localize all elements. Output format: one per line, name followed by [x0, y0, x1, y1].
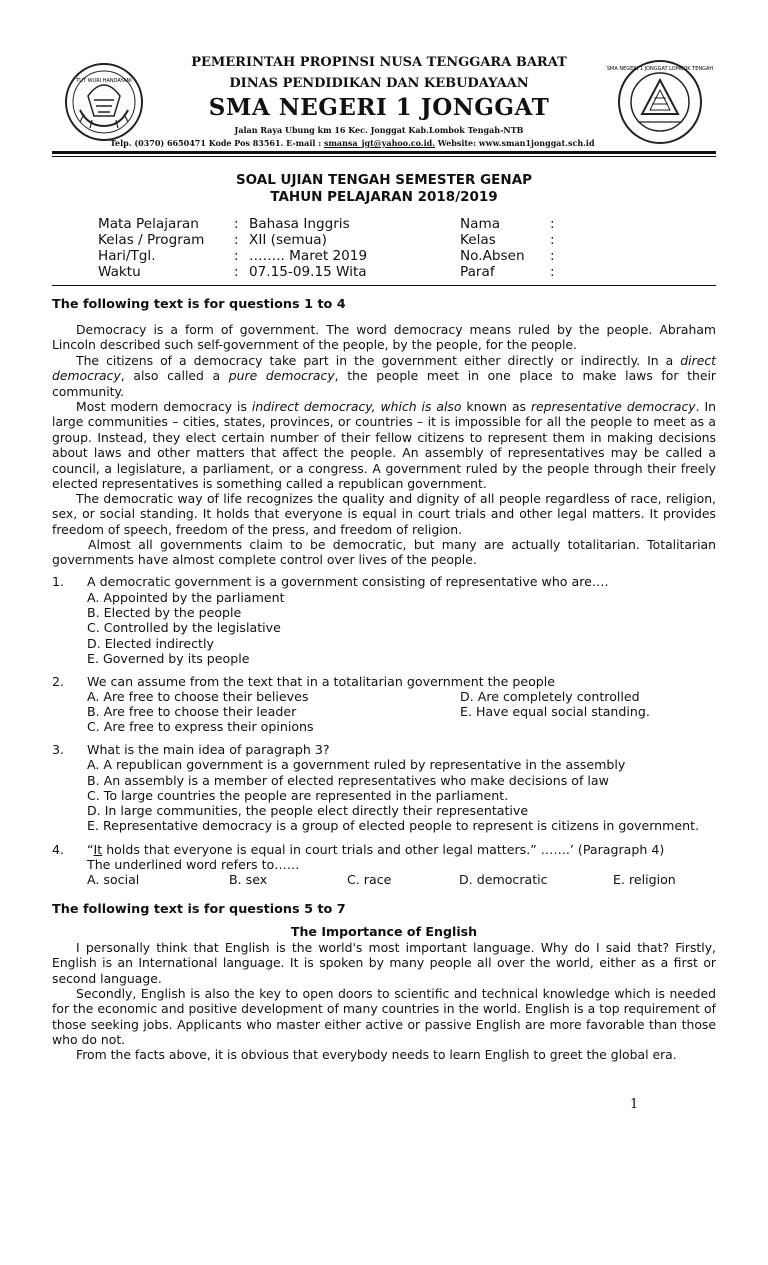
info-colon: :	[234, 232, 239, 248]
emphasis: pure democracy	[228, 368, 335, 384]
student-field-label: Nama	[460, 216, 501, 232]
emphasis: representative democracy	[530, 399, 696, 414]
text-run: Most modern democracy is	[76, 399, 252, 414]
government-name: PEMERINTAH PROPINSI NUSA TENGGARA BARAT	[191, 55, 567, 70]
text-run: The citizens of a democracy take part in the government either directly or indirectly. In a	[76, 353, 681, 368]
info-value: …….. Maret 2019	[249, 248, 368, 264]
passage-paragraph: The democratic way of life recognizes the quality and dignity of all people regardless of race, religion, sex, or social standing. It holds that everyone is equal in court trials and other legal matters. It provides freedom of speech, freedom of the press, and freedom of religion.	[52, 491, 716, 537]
info-value: 07.15-09.15 Wita	[249, 264, 367, 280]
student-field-colon: :	[550, 216, 555, 232]
contact-phone: Telp. (0370) 6650471 Kode Pos 83561. E-mail :	[110, 138, 324, 148]
passage-paragraph: Secondly, English is also the key to open doors to scientific and technical knowledge which is needed for the economic and positive development of many countries in the world. English is a top requirement of those seeking jobs. Applicants who master either active or passive English are more favorable than those who do not.	[52, 986, 716, 1048]
emphasis: indirect democracy, which is also	[251, 399, 462, 414]
website-text: Website: www.sman1jonggat.sch.id	[435, 138, 595, 148]
question-text: A democratic government is a government consisting of representative who are….	[87, 574, 609, 589]
question-number: 3.	[52, 742, 65, 757]
school-contact	[110, 138, 670, 148]
info-colon: :	[234, 216, 239, 232]
question-number: 1.	[52, 574, 65, 589]
school-name: SMA NEGERI 1 JONGGAT	[208, 94, 550, 121]
passage-paragraph: I personally think that English is the world's most important language. Why do I said that? Firstly, English is an International language. It is spoken by many people all over the world, either as a first or second language.	[52, 940, 716, 986]
text-run: “	[87, 842, 94, 857]
passage-paragraph	[52, 399, 716, 491]
question-text	[87, 842, 664, 857]
answer-option[interactable]: A. social	[87, 872, 140, 887]
passage-paragraph: From the facts above, it is obvious that everybody needs to learn English to greet the global era.	[76, 1047, 677, 1062]
text-run: holds that everyone is equal in court trials and other legal matters.” …….’ (Paragraph 4)	[102, 842, 665, 857]
answer-option[interactable]: B. Are free to choose their leader	[87, 704, 297, 719]
answer-option[interactable]: B. Elected by the people	[87, 605, 242, 620]
answer-option[interactable]: E. religion	[613, 872, 676, 887]
answer-option[interactable]: D. democratic	[459, 872, 548, 887]
text-run: , the people meet in one place to make laws for their community.	[52, 368, 716, 399]
answer-option[interactable]: C. Are free to express their opinions	[87, 719, 314, 734]
exam-year: TAHUN PELAJARAN 2018/2019	[270, 189, 498, 205]
answer-option[interactable]: E. Have equal social standing.	[460, 704, 650, 719]
question-subtext: The underlined word refers to……	[87, 857, 300, 872]
answer-option[interactable]: C. Controlled by the legislative	[87, 620, 281, 635]
info-divider	[52, 285, 716, 286]
tut-wuri-handayani-logo	[62, 60, 146, 144]
student-field-label: No.Absen	[460, 248, 525, 264]
answer-option[interactable]: E. Representative democracy is a group of elected people to represent is citizens in government.	[87, 818, 700, 833]
answer-option[interactable]: B. sex	[229, 872, 268, 887]
svg-text:TUT WURI HANDAYANI: TUT WURI HANDAYANI	[76, 78, 132, 84]
answer-option[interactable]: B. An assembly is a member of elected representatives who make decisions of law	[87, 773, 609, 788]
student-field-label: Kelas	[460, 232, 496, 248]
info-colon: :	[234, 248, 239, 264]
passage-paragraph	[52, 353, 716, 399]
text-run: known as	[461, 399, 531, 414]
underlined-word: It	[93, 842, 103, 857]
text-run: . In large communities – cities, states, provinces, or countries – it is impossible for all the people to meet as a group. Instead, they elect certain number of their fellow citizens to represent them in making decisions about laws and other matters that affect the people. An assembly of representatives may be called a council, a legislature, a parliament, or a congress. A government ruled by the people through their freely elected representatives is something called a republican government.	[52, 399, 716, 492]
text-run: , also called a	[120, 368, 229, 384]
passage-paragraph: Democracy is a form of government. The word democracy means ruled by the people. Abraham Lincoln described such self-government of the people, by the people, for the people.	[52, 322, 716, 353]
answer-option[interactable]: A. Appointed by the parliament	[87, 590, 285, 605]
student-field-colon: :	[550, 248, 555, 264]
student-field-label: Paraf	[460, 264, 495, 280]
answer-option[interactable]: A. A republican government is a government ruled by representative in the assembly	[87, 757, 626, 772]
info-label: Mata Pelajaran	[98, 216, 199, 232]
info-value: XII (semua)	[249, 232, 327, 248]
section-heading: The following text is for questions 1 to 4	[52, 297, 346, 312]
answer-option[interactable]: C. To large countries the people are represented in the parliament.	[87, 788, 509, 803]
school-address: Jalan Raya Ubung km 16 Kec. Jonggat Kab.Lombok Tengah-NTB	[234, 125, 524, 135]
answer-option[interactable]: A. Are free to choose their believes	[87, 689, 309, 704]
student-field-colon: :	[550, 232, 555, 248]
answer-option[interactable]: D. Elected indirectly	[87, 636, 214, 651]
answer-option[interactable]: E. Governed by its people	[87, 651, 250, 666]
page-number: 1	[630, 1097, 639, 1112]
header-divider-thick	[52, 151, 716, 154]
answer-option[interactable]: D. Are completely controlled	[460, 689, 640, 704]
header-divider-thin	[52, 156, 716, 157]
info-colon: :	[234, 264, 239, 280]
email-link[interactable]: smansa_jgt@yahoo.co.id.	[323, 138, 436, 148]
info-value: Bahasa Inggris	[249, 216, 350, 232]
student-field-colon: :	[550, 264, 555, 280]
question-text: We can assume from the text that in a totalitarian government the people	[87, 674, 556, 689]
question-number: 2.	[52, 674, 65, 689]
info-label: Waktu	[98, 264, 141, 280]
exam-title: SOAL UJIAN TENGAH SEMESTER GENAP	[235, 172, 533, 188]
emphasis: direct democracy	[52, 353, 716, 384]
section-heading: The following text is for questions 5 to 7	[52, 902, 346, 917]
answer-option[interactable]: C. race	[347, 872, 392, 887]
question-text: What is the main idea of paragraph 3?	[87, 742, 330, 757]
svg-text:SMA NEGERI 1 JONGGAT LOMBOK TE: SMA NEGERI 1 JONGGAT LOMBOK TENGAH	[606, 66, 714, 72]
question-number: 4.	[52, 842, 65, 857]
department-name: DINAS PENDIDIKAN DAN KEBUDAYAAN	[229, 76, 529, 91]
info-label: Hari/Tgl.	[98, 248, 156, 264]
passage-paragraph: Almost all governments claim to be democratic, but many are actually totalitarian. Totalitarian governments have almost complete control over lives of the people.	[52, 537, 716, 568]
passage-title: The Importance of English	[290, 924, 478, 939]
school-seal-logo	[606, 58, 714, 146]
answer-option[interactable]: D. In large communities, the people elect directly their representative	[87, 803, 529, 818]
info-label: Kelas / Program	[98, 232, 205, 248]
